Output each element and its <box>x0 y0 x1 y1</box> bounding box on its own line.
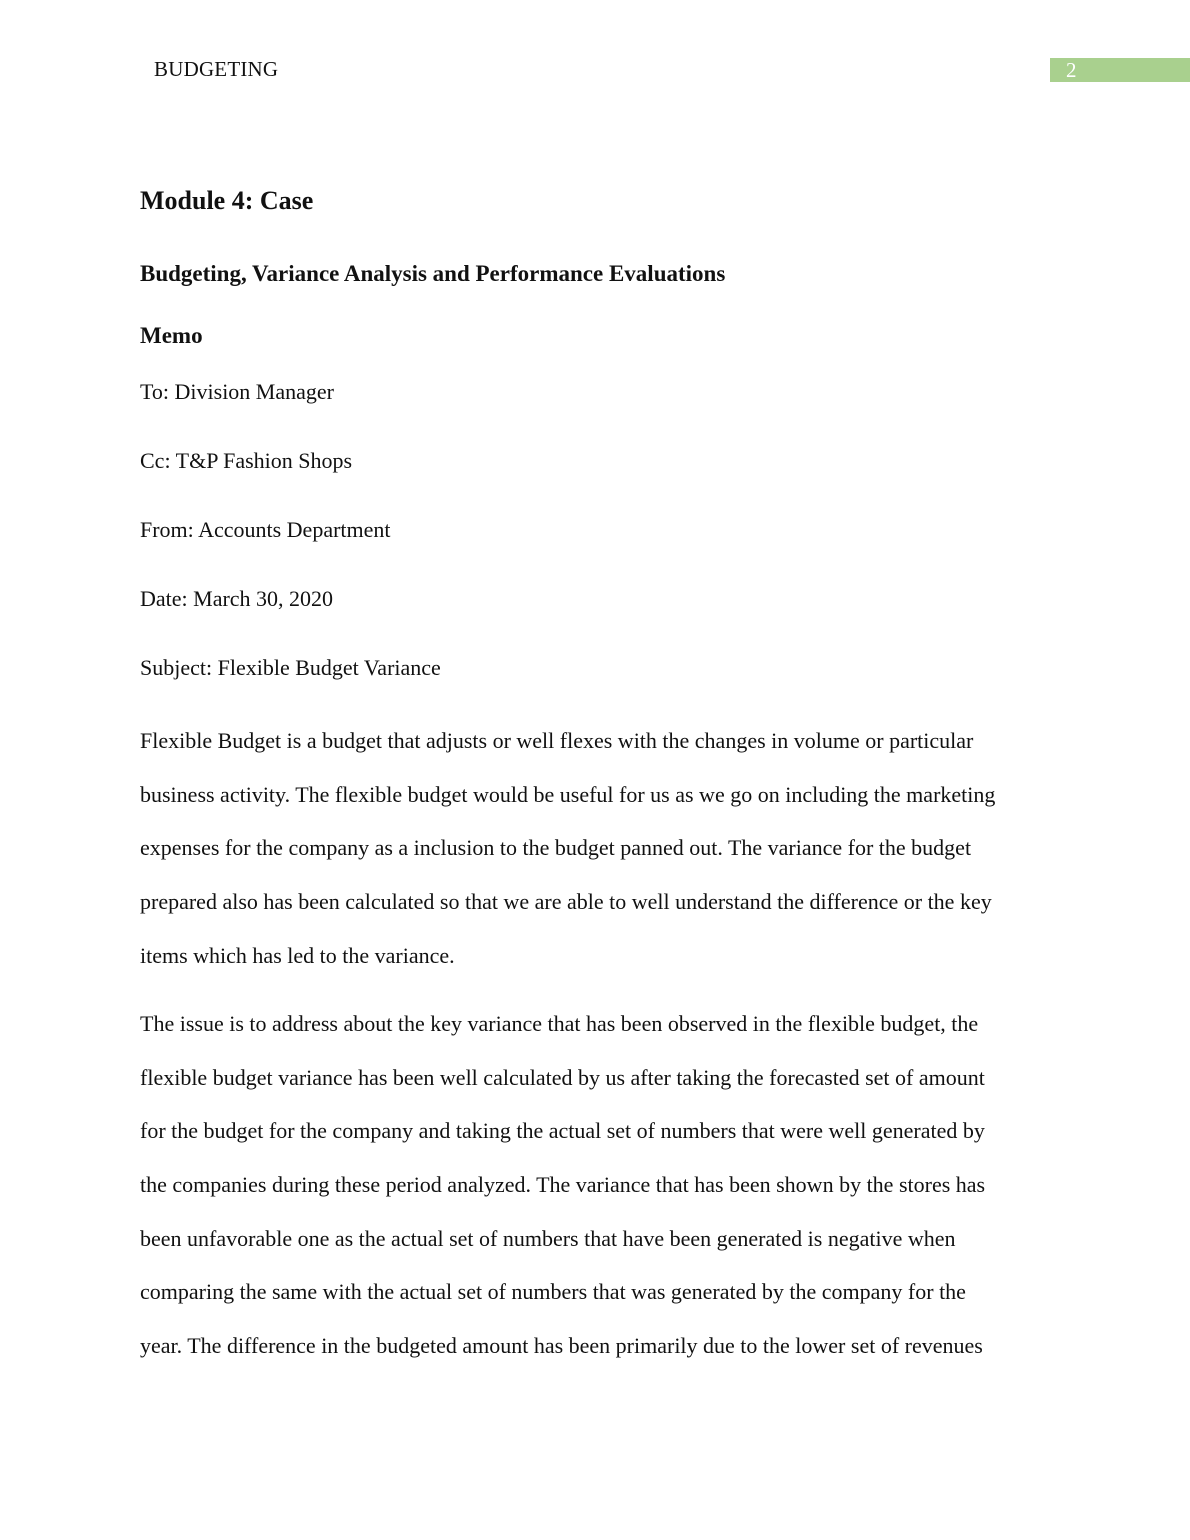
memo-heading: Memo <box>140 323 203 348</box>
paragraph-line: Flexible Budget is a budget that adjusts or well flexes with the changes in volume or particular <box>140 728 974 753</box>
memo-date: Date: March 30, 2020 <box>140 586 334 611</box>
running-head: BUDGETING <box>154 57 279 81</box>
memo-subject: Subject: Flexible Budget Variance <box>140 655 441 680</box>
paragraph-line: expenses for the company as a inclusion to the budget panned out. The variance for the budget <box>140 835 972 861</box>
paragraph-line: prepared also has been calculated so that we are able to well understand the difference or the key <box>140 889 992 915</box>
memo-from: From: Accounts Department <box>140 517 391 542</box>
memo-cc: Cc: T&P Fashion Shops <box>140 448 353 473</box>
module-title: Module 4: Case <box>140 186 314 215</box>
paragraph-line: business activity. The flexible budget would be useful for us as we go on including the marketing <box>140 781 996 807</box>
paragraph-line: flexible budget variance has been well calculated by us after taking the forecasted set of amount <box>140 1064 985 1090</box>
paragraph-flexible-budget <box>140 726 1055 994</box>
memo-to: To: Division Manager <box>140 379 334 404</box>
paragraph-line: items which has led to the variance. <box>140 942 455 968</box>
paragraph-line: the companies during these period analyzed. The variance that has been shown by the stores has <box>140 1172 986 1198</box>
paragraph-line: comparing the same with the actual set of numbers that was generated by the company for the <box>140 1279 966 1305</box>
page-number: 2 <box>1050 58 1190 82</box>
paragraph-line: been unfavorable one as the actual set of numbers that have been generated is negative when <box>140 1225 956 1251</box>
paragraph-line: The issue is to address about the key variance that has been observed in the flexible budget, the <box>140 1011 979 1036</box>
document-subtitle: Budgeting, Variance Analysis and Performance Evaluations <box>140 261 726 286</box>
paragraph-variance-issue <box>140 1009 1055 1385</box>
paragraph-line: year. The difference in the budgeted amount has been primarily due to the lower set of revenues <box>140 1333 983 1359</box>
paragraph-line: for the budget for the company and taking the actual set of numbers that were well generated by <box>140 1118 985 1144</box>
